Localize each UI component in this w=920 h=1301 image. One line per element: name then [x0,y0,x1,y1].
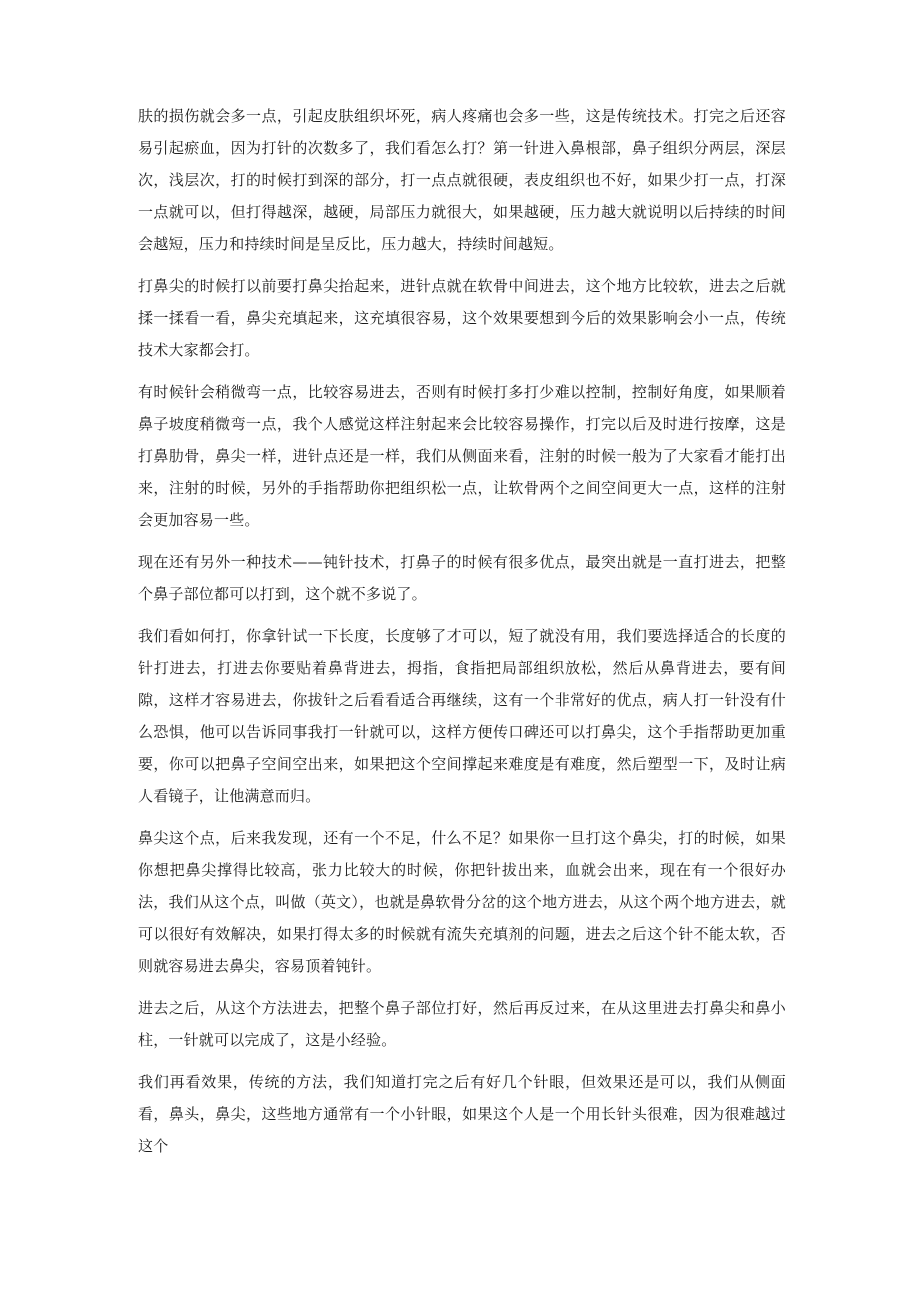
paragraph: 鼻尖这个点，后来我发现，还有一个不足，什么不足？如果你一旦打这个鼻尖，打的时候，如果你想把鼻尖撑得比较高，张力比较大的时候，你把针拔出来，血就会出来，现在有一个很好办法，我们从这个点，叫做（英文），也就是鼻软骨分岔的这个地方进去，从这个两个地方进去，就可以很好有效解决，如果打得太多的时候就有流失充填剂的问题，进去之后这个针不能太软，否则就容易进去鼻尖，容易顶着钝针。 [138,829,786,975]
paragraph: 打鼻尖的时候打以前要打鼻尖抬起来，进针点就在软骨中间进去，这个地方比较软，进去之后就揉一揉看一看，鼻尖充填起来，这充填很容易，这个效果要想到今后的效果影响会小一点，传统技术大家都会打。 [138,277,786,359]
paragraph: 我们看如何打，你拿针试一下长度，长度够了才可以，短了就没有用，我们要选择适合的长度的针打进去，打进去你要贴着鼻背进去，拇指，食指把局部组织放松，然后从鼻背进去，要有间隙，这样才容易进去，你拔针之后看看适合再继续，这有一个非常好的优点，病人打一针没有什么恐惧，他可以告诉同事我打一针就可以，这样方便传口碑还可以打鼻尖，这个手指帮助更加重要，你可以把鼻子空间空出来，如果把这个空间撑起来难度是有难度，然后塑型一下，及时让病人看镜子，让他满意而归。 [138,627,786,805]
paragraph: 有时候针会稍微弯一点，比较容易进去，否则有时候打多打少难以控制，控制好角度，如果顺着鼻子坡度稍微弯一点，我个人感觉这样注射起来会比较容易操作，打完以后及时进行按摩，这是打鼻肋骨，鼻尖一样，进针点还是一样，我们从侧面来看，注射的时候一般为了大家看才能打出来，注射的时候，另外的手指帮助你把组织松一点，让软骨两个之间空间更大一点，这样的注射会更加容易一些。 [138,383,786,529]
paragraph: 我们再看效果，传统的方法，我们知道打完之后有好几个针眼，但效果还是可以，我们从侧面看，鼻头，鼻尖，这些地方通常有一个小针眼，如果这个人是一个用长针头很难，因为很难越过这个 [138,1073,786,1155]
document-body [138,100,786,1172]
paragraph: 进去之后，从这个方法进去，把整个鼻子部位打好，然后再反过来，在从这里进去打鼻尖和鼻小柱，一针就可以完成了，这是小经验。 [138,999,786,1049]
paragraph: 肤的损伤就会多一点，引起皮肤组织坏死，病人疼痛也会多一些，这是传统技术。打完之后还容易引起瘀血，因为打针的次数多了，我们看怎么打？第一针进入鼻根部，鼻子组织分两层，深层次，浅层次，打的时候打到深的部分，打一点点就很硬，表皮组织也不好，如果少打一点，打深一点就可以，但打得越深，越硬，局部压力就很大，如果越硬，压力越大就说明以后持续的时间会越短，压力和持续时间是呈反比，压力越大，持续时间越短。 [138,107,786,253]
paragraph: 现在还有另外一种技术——钝针技术，打鼻子的时候有很多优点，最突出就是一直打进去，把整个鼻子部位都可以打到，这个就不多说了。 [138,553,786,603]
